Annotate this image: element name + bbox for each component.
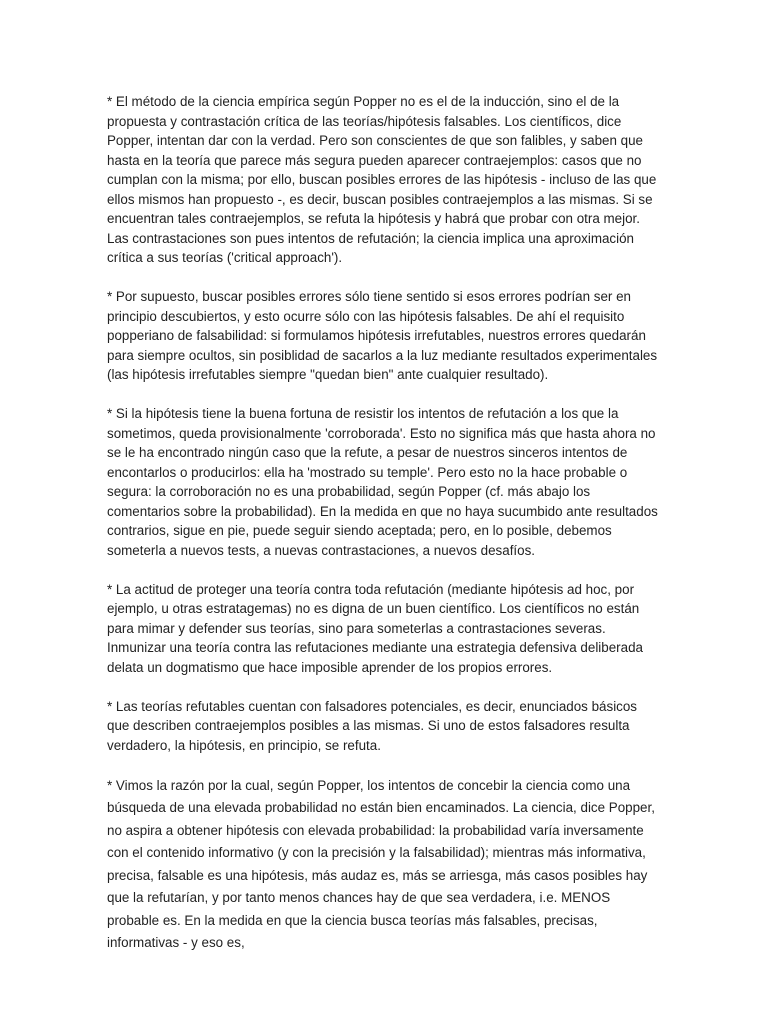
paragraph-scientific-method: * El método de la ciencia empírica según Popper no es el de la inducción, sino el de la propuesta y contrastación crítica de las teorías/hipótesis falsables. Los científicos, dice Popper, intentan dar con la verdad. Pero son conscientes de que son falibles, y saben que hasta en la teoría que parece más segura pueden aparecer contraejemplos: casos que no cumplan con la misma; por ello, buscan posibles errores de las hipótesis - incluso de las que ellos mismos han propuesto -, es decir, buscan posibles contraejemplos a las mismas. Si se encuentran tales contraejemplos, se refuta la hipótesis y habrá que probar con otra mejor. Las contrastaciones son pues intentos de refutación; la ciencia implica una aproximación crítica a sus teorías ('critical approach').: [107, 94, 657, 265]
paragraph-potential-falsifiers: * Las teorías refutables cuentan con falsadores potenciales, es decir, enunciados básicos que describen contraejemplos posibles a las mismas. Si uno de estos falsadores resulta verdadero, la hipótesis, en principio, se refuta.: [107, 698, 638, 753]
document-body: [107, 92, 663, 974]
paragraph-probability: * Vimos la razón por la cual, según Popper, los intentos de concebir la ciencia como una búsqueda de una elevada probabilidad no están bien encaminados. La ciencia, dice Popper, no aspira a obtener hipótesis con elevada probabilidad: la probabilidad varía inversamente con el contenido informativo (y con la precisión y la falsabilidad); mientras más informativa, precisa, falsable es una hipótesis, más audaz es, más se arriesga, más casos posibles hay que la refutarían, y por tanto menos chances hay de que sea verdadera, i.e. MENOS probable es. En la medida en que la ciencia busca teorías más falsables, precisas, informativas - y eso es,: [107, 777, 655, 950]
paragraph-corroboration: * Si la hipótesis tiene la buena fortuna de resistir los intentos de refutación a los que la sometimos, queda provisionalmente 'corroborada'. Esto no significa más que hasta ahora no se le ha encontrado ningún caso que la refute, a pesar de nuestros sinceros intentos de encontarlos o producirlos: ella ha 'mostrado su temple'. Pero esto no la hace probable o segura: la corroboración no es una probabilidad, según Popper (cf. más abajo los comentarios sobre la probabilidad). En la medida en que no haya sucumbido ante resultados contrarios, sigue en pie, puede seguir siendo aceptada; pero, en lo posible, debemos someterla a nuevos tests, a nuevas contrastaciones, a nuevos desafíos.: [107, 406, 658, 558]
paragraph-falsifiability: * Por supuesto, buscar posibles errores sólo tiene sentido si esos errores podrían ser en principio descubiertos, y esto ocurre sólo con las hipótesis falsables. De ahí el requisito popperiano de falsabilidad: si formulamos hipótesis irrefutables, nuestros errores quedarán para siempre ocultos, sin posiblidad de sacarlos a la luz mediante resultados experimentales (las hipótesis irrefutables siempre "quedan bien" ante cualquier resultado).: [107, 289, 658, 382]
paragraph-ad-hoc-hypotheses: * La actitud de proteger una teoría contra toda refutación (mediante hipótesis ad hoc, por ejemplo, u otras estratagemas) no es digna de un buen científico. Los científicos no están para mimar y defender sus teorías, sino para someterlas a contrastaciones severas. Inmunizar una teoría contra las refutaciones mediante una estrategia defensiva deliberada delata un dogmatismo que hace imposible aprender de los propios errores.: [107, 581, 643, 675]
